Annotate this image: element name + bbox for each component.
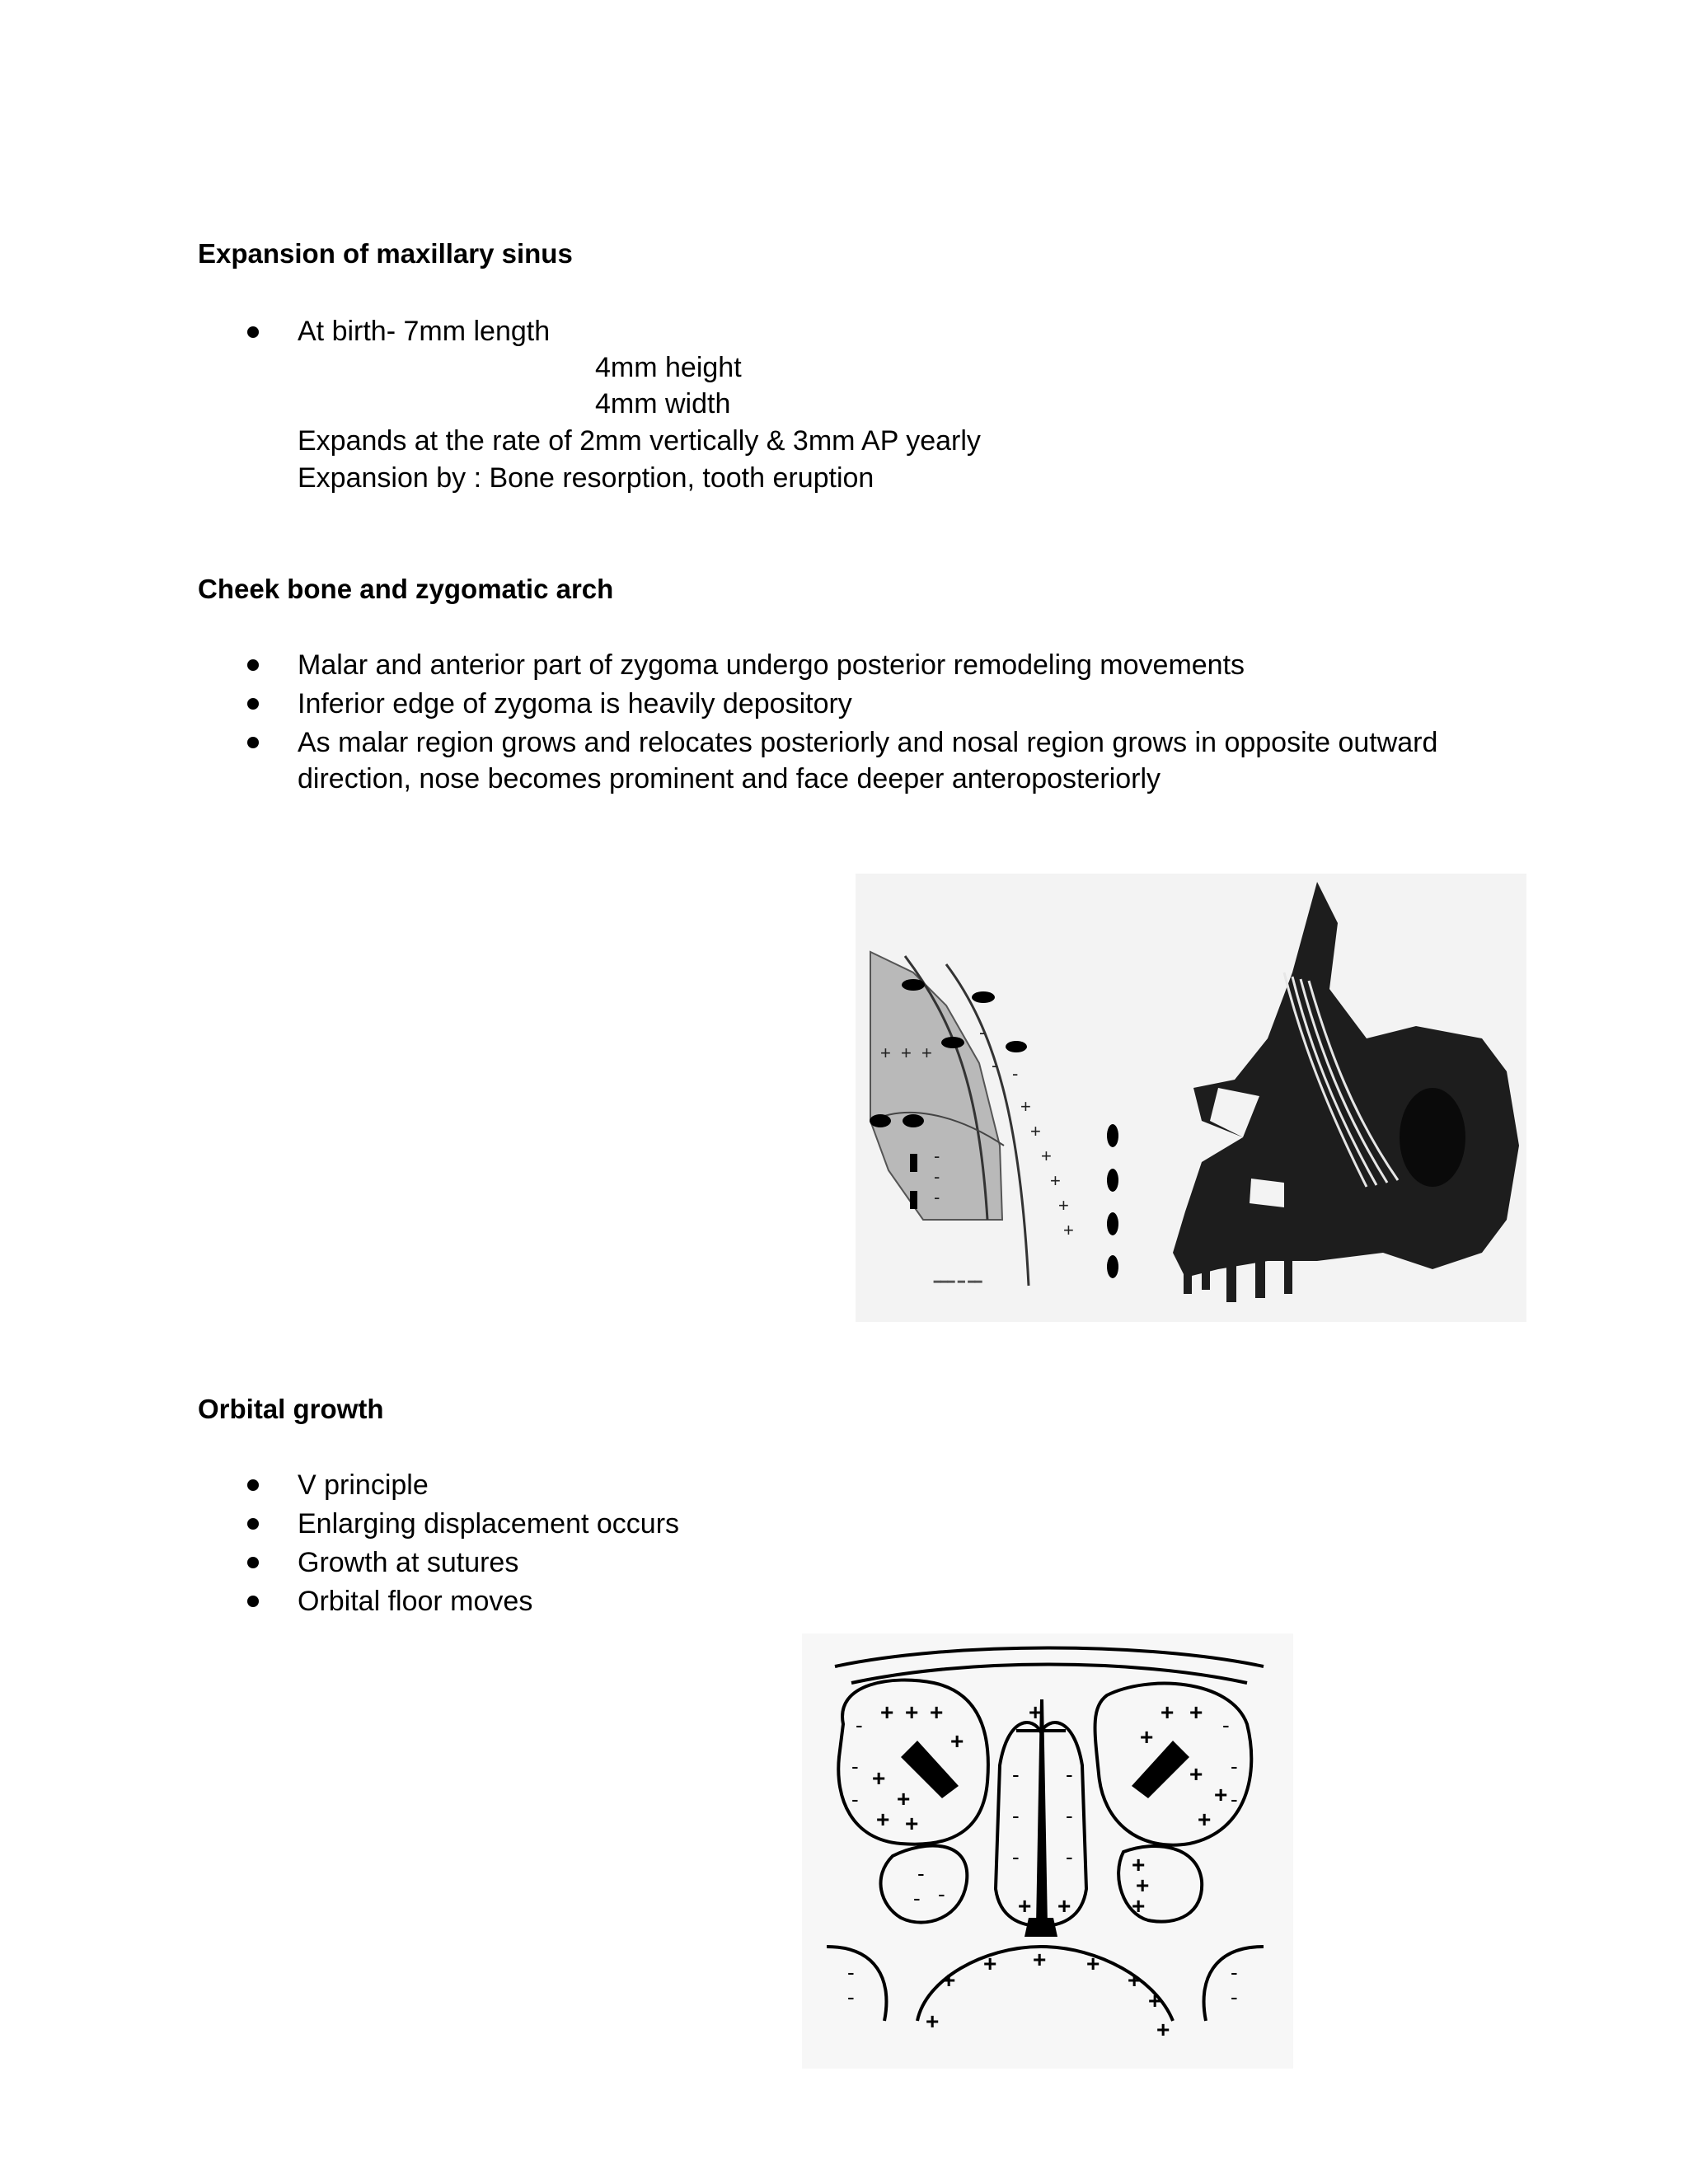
svg-text:+: + xyxy=(983,1951,997,1976)
svg-text:-: - xyxy=(1231,1787,1238,1811)
svg-text:-: - xyxy=(847,1985,855,2009)
svg-text:+: + xyxy=(1132,1893,1146,1919)
bullet-dot xyxy=(247,659,259,671)
svg-text:-: - xyxy=(992,1055,998,1076)
svg-text:+: + xyxy=(1058,1195,1069,1216)
svg-text:+: + xyxy=(1020,1096,1031,1117)
svg-text:-: - xyxy=(1066,1762,1073,1787)
svg-text:-: - xyxy=(917,1861,925,1886)
svg-text:+: + xyxy=(1033,1947,1047,1972)
list-item: Malar and anterior part of zygoma undergo posterior remodeling movements xyxy=(298,649,1245,681)
svg-text:-: - xyxy=(1012,1762,1020,1787)
section-heading-cheek-bone: Cheek bone and zygomatic arch xyxy=(198,574,614,604)
list-item-continuation: direction, nose becomes prominent and face deeper anteroposteriorly xyxy=(298,763,1161,794)
list-item: Enlarging displacement occurs xyxy=(298,1508,680,1540)
svg-text:+: + xyxy=(905,1811,919,1836)
list-item: At birth- 7mm length xyxy=(298,316,551,347)
list-item-continuation: Expansion by : Bone resorption, tooth eruption xyxy=(298,462,874,494)
svg-text:-: - xyxy=(1012,1063,1019,1084)
svg-text:+: + xyxy=(1029,1699,1043,1725)
svg-text:-: - xyxy=(1066,1803,1073,1828)
svg-text:+: + xyxy=(1030,1121,1041,1141)
svg-text:+: + xyxy=(1050,1170,1061,1191)
svg-text:+: + xyxy=(1057,1893,1071,1919)
svg-text:+: + xyxy=(901,1043,912,1063)
list-item: Growth at sutures xyxy=(298,1547,519,1578)
section-heading-maxillary-sinus: Expansion of maxillary sinus xyxy=(198,238,573,269)
svg-text:-: - xyxy=(934,1146,940,1166)
svg-text:+: + xyxy=(1041,1146,1052,1166)
svg-text:-: - xyxy=(934,1166,940,1187)
list-item: Inferior edge of zygoma is heavily depository xyxy=(298,688,852,719)
bullet-dot xyxy=(247,326,259,338)
svg-text:-: - xyxy=(847,1960,855,1985)
orbital-growth-figure xyxy=(802,1633,1293,2069)
svg-text:+: + xyxy=(1214,1782,1228,1807)
svg-text:+: + xyxy=(921,1043,932,1063)
zygoma-remodeling-figure xyxy=(856,874,1526,1322)
svg-text:+: + xyxy=(1136,1872,1150,1898)
svg-text:+: + xyxy=(1156,2017,1170,2042)
svg-text:-: - xyxy=(938,1882,945,1906)
svg-text:+: + xyxy=(880,1043,891,1063)
svg-text:+: + xyxy=(897,1786,911,1811)
svg-text:-: - xyxy=(856,1713,863,1737)
list-item: As malar region grows and relocates posteriorly and nosal region grows in opposite outward xyxy=(298,727,1438,758)
svg-text:+: + xyxy=(950,1728,964,1754)
svg-text:+: + xyxy=(876,1807,890,1832)
list-item-continuation: 4mm width xyxy=(595,388,731,419)
svg-text:+: + xyxy=(1140,1724,1154,1750)
figure-caption-mark: ━━━ ━ ━━ xyxy=(934,1275,982,1288)
svg-text:+: + xyxy=(1128,1967,1142,1993)
bullet-dot xyxy=(247,1596,259,1607)
svg-text:+: + xyxy=(1160,1699,1175,1725)
svg-text:+: + xyxy=(942,1967,956,1993)
svg-text:+: + xyxy=(1086,1951,1100,1976)
svg-text:-: - xyxy=(913,1886,921,1910)
svg-text:-: - xyxy=(979,1022,986,1043)
svg-text:+: + xyxy=(930,1699,944,1725)
svg-text:+: + xyxy=(880,1699,894,1725)
svg-text:+: + xyxy=(1198,1807,1212,1832)
svg-text:+: + xyxy=(905,1699,919,1725)
list-item: V principle xyxy=(298,1469,429,1501)
svg-text:+: + xyxy=(1189,1699,1203,1725)
svg-text:+: + xyxy=(1189,1761,1203,1787)
section-heading-orbital-growth: Orbital growth xyxy=(198,1394,384,1424)
bullet-dot xyxy=(247,1518,259,1530)
bullet-dot xyxy=(247,737,259,748)
svg-text:-: - xyxy=(851,1787,859,1811)
svg-text:+: + xyxy=(1148,1988,1162,2013)
svg-text:-: - xyxy=(1231,1960,1238,1985)
bullet-dot xyxy=(247,1557,259,1568)
svg-text:+: + xyxy=(926,2008,940,2034)
bullet-dot xyxy=(247,1479,259,1491)
svg-text:-: - xyxy=(1012,1803,1020,1828)
svg-text:+: + xyxy=(872,1765,886,1791)
svg-text:-: - xyxy=(1231,1985,1238,2009)
svg-text:-: - xyxy=(1222,1713,1230,1737)
bullet-dot xyxy=(247,698,259,710)
svg-text:+: + xyxy=(1018,1893,1032,1919)
svg-text:+: + xyxy=(1132,1852,1146,1877)
svg-text:+: + xyxy=(1063,1220,1074,1240)
svg-text:-: - xyxy=(934,1187,940,1207)
list-item: Orbital floor moves xyxy=(298,1586,533,1617)
svg-text:-: - xyxy=(851,1754,859,1779)
svg-text:-: - xyxy=(1231,1754,1238,1779)
svg-text:-: - xyxy=(1012,1844,1020,1869)
list-item-continuation: Expands at the rate of 2mm vertically & 3mm AP yearly xyxy=(298,425,981,457)
svg-text:-: - xyxy=(1066,1844,1073,1869)
list-item-continuation: 4mm height xyxy=(595,352,742,383)
